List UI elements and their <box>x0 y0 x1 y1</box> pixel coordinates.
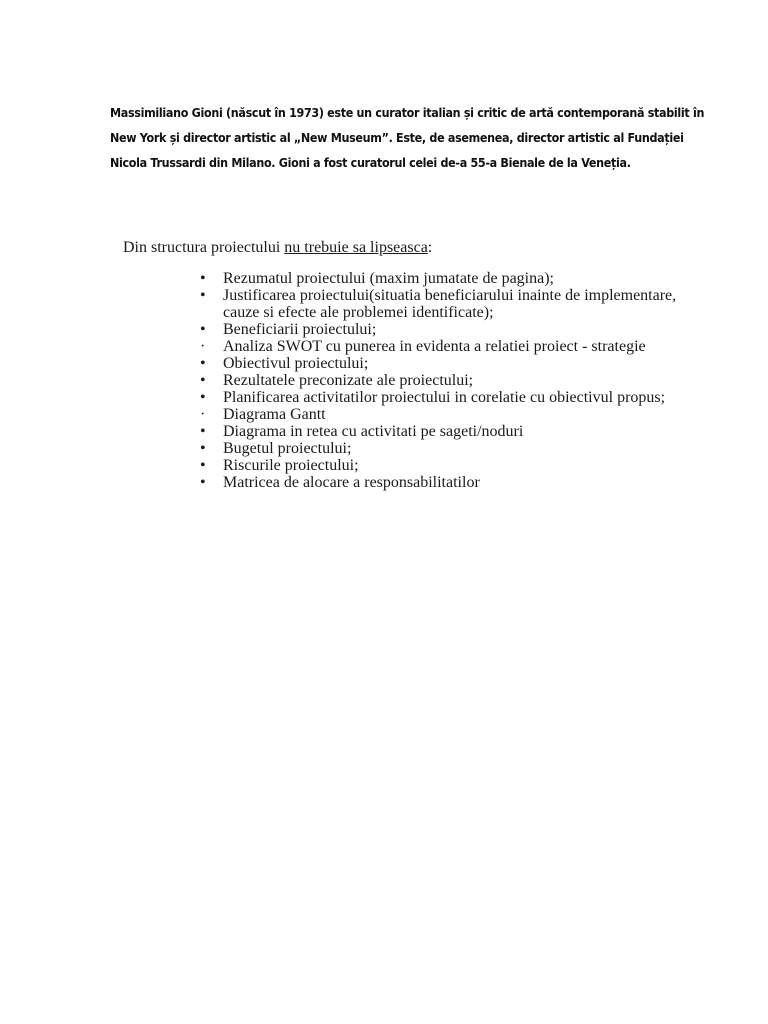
bullet-icon: • <box>200 321 206 338</box>
list-item <box>198 355 698 372</box>
list-item <box>198 389 698 406</box>
list-item-text: Rezultatele preconizate ale proiectului; <box>223 372 474 389</box>
intro-line: Nicola Trussardi din Milano. Gioni a fost curatorul celei de-a 55-a Bienale de la Veneția. <box>110 156 631 170</box>
list-item-text: Obiectivul proiectului; <box>223 355 369 372</box>
intro-line: New York și director artistic al „New Museum”. Este, de asemenea, director artistic al Fundației <box>110 131 684 145</box>
bullet-icon: · <box>200 406 206 423</box>
heading-underlined-text: nu trebuie sa lipseasca <box>284 239 428 256</box>
list-item <box>198 457 698 474</box>
list-item <box>198 423 698 440</box>
list-item-text: Diagrama in retea cu activitati pe sageti/noduri <box>223 423 524 440</box>
list-item-text: Planificarea activitatilor proiectului in corelatie cu obiectivul propus; <box>223 389 666 406</box>
structure-heading <box>123 238 432 258</box>
bullet-icon: • <box>200 457 206 474</box>
bullet-icon: • <box>200 423 206 440</box>
structure-list <box>198 270 698 491</box>
bullet-icon: • <box>200 372 206 389</box>
bullet-icon: • <box>200 440 206 457</box>
list-item <box>198 406 698 423</box>
bullet-icon: · <box>200 338 206 355</box>
list-item <box>198 474 698 491</box>
bullet-icon: • <box>200 474 206 491</box>
heading-colon: : <box>427 239 433 256</box>
list-item <box>198 372 698 389</box>
list-item-text: Riscurile proiectului; <box>223 457 359 474</box>
list-item-text: Justificarea proiectului(situatia beneficiarului inainte de implementare, <box>223 287 677 304</box>
list-item <box>198 287 698 321</box>
list-item-text: Beneficiarii proiectului; <box>223 321 377 338</box>
list-item <box>198 270 698 287</box>
intro-paragraph <box>110 101 705 176</box>
list-item-text: Matricea de alocare a responsabilitatilor <box>223 474 480 491</box>
bullet-icon: • <box>200 389 206 406</box>
list-item <box>198 338 698 355</box>
list-item-text: cauze si efecte ale problemei identificate); <box>223 304 494 321</box>
heading-text: Din structura proiectului <box>123 239 285 256</box>
list-item-text: Analiza SWOT cu punerea in evidenta a relatiei proiect - strategie <box>223 338 646 355</box>
list-item-text: Rezumatul proiectului (maxim jumatate de pagina); <box>223 270 554 287</box>
intro-line: Massimiliano Gioni (născut în 1973) este un curator italian și critic de artă contemporană stabilit în <box>110 106 705 120</box>
bullet-icon: • <box>200 355 206 372</box>
list-item-text: Diagrama Gantt <box>223 406 326 423</box>
list-item <box>198 440 698 457</box>
list-item <box>198 321 698 338</box>
list-item-text: Bugetul proiectului; <box>223 440 352 457</box>
bullet-icon: • <box>200 287 206 304</box>
bullet-icon: • <box>200 270 206 287</box>
